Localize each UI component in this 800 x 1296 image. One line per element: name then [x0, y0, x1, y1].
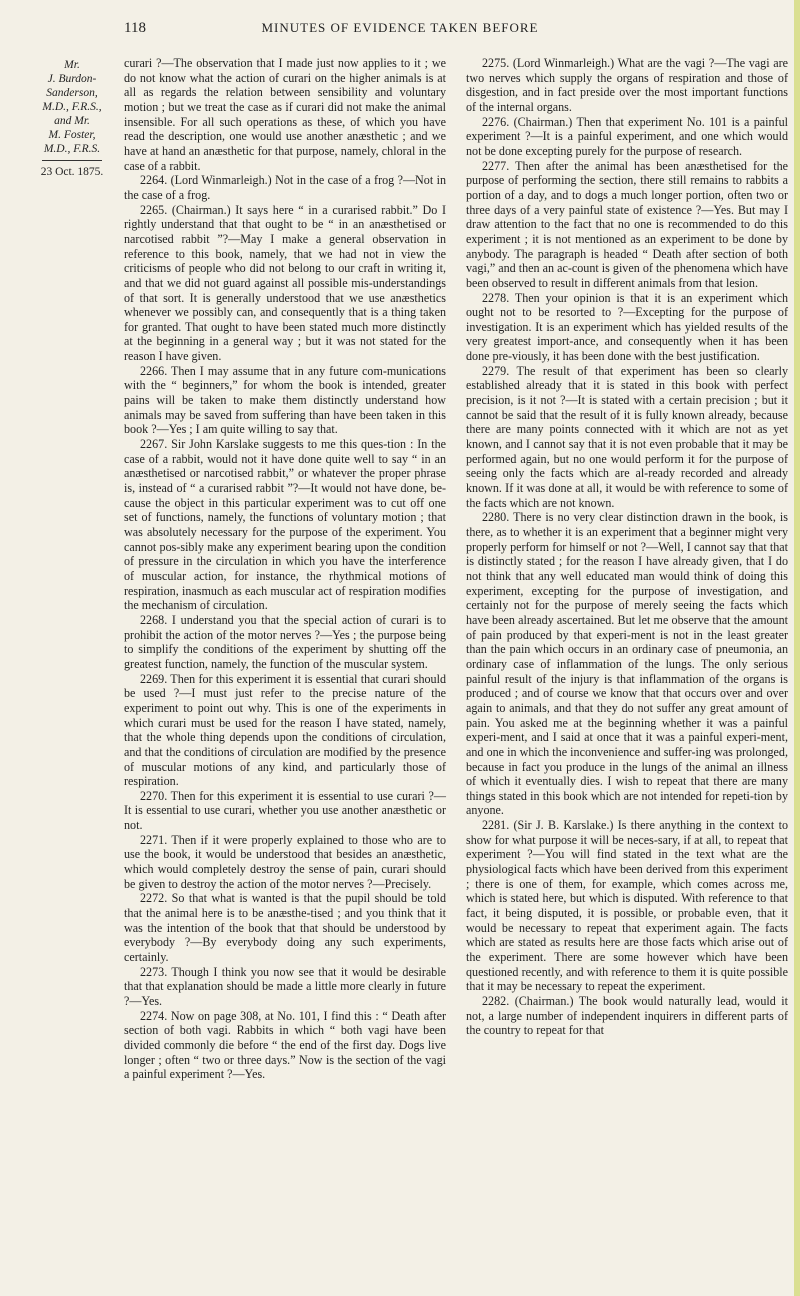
paragraph: 2272. So that what is wanted is that the pupil should be told that the animal here is to be anæsthe-tised ; and you think that it was the intention of the book that that should be understood by everybody ?—By everybody doing any such experiments, certainly. [124, 891, 446, 965]
sidenote-rule [42, 160, 102, 161]
paragraph: 2273. Though I think you now see that it would be desirable that that explanation should be made a little more clearly in future ?—Yes. [124, 964, 446, 1008]
sidenote-line: Mr. [64, 59, 80, 71]
paragraph: 2268. I understand you that the special action of curari is to prohibit the action of the motor nerves ?—Yes ; the purpose being to simplify the conditions of the experiment by shutting off the greatest function, namely, the function of the muscular system. [124, 612, 446, 671]
paragraph: 2270. Then for this experiment it is essential to use curari ?—It is essential to use curari, whether you use another anæsthetic or not. [124, 788, 446, 833]
page-edge-tint [794, 0, 800, 1296]
right-column [466, 56, 788, 1038]
paragraph: 2264. (Lord Winmarleigh.) Not in the case of a frog ?—Not in the case of a frog. [124, 173, 446, 202]
sidenote-date: 23 Oct. 1875. [40, 166, 104, 178]
paragraph: 2269. Then for this experiment it is essential that curari should be used ?—I must just refer to the precise nature of the experiment to point out why. This is one of the experiments in which curari must be used for the reason I have stated, namely, that the whole thing depends upon the conditions of circulation, and that the conditions of circulation are modified by the presence of muscular motions of any kind, and particularly those of respiration. [124, 671, 446, 789]
margin-sidenote [26, 58, 118, 179]
paragraph: 2282. (Chairman.) The book would naturally lead, would it not, a large number of independent inquirers in different parts of the country to repeat for that [466, 994, 788, 1038]
sidenote-line: J. Burdon- [47, 73, 97, 85]
sidenote-line: Sanderson, [46, 87, 98, 99]
page-number: 118 [124, 20, 146, 36]
paragraph: 2277. Then after the animal has been anæsthetised for the purpose of performing the section, there still remains to rabbits a portion of a day, and to dogs a much longer portion, often two or three days of a very painful state of existence ?—Yes. But may I draw attention to the fact that no one is recommended to do this experiment ; it is not mentioned as an experiment to be done by anybody. The paragraph is headed “ Death after section of both vagi,” and then an ac-count is given of the phenomena which have been observed to result in different animals from that lesion. [466, 158, 788, 290]
sidenote-line: M. Foster, [48, 129, 96, 141]
left-column [124, 56, 446, 1082]
paragraph: 2271. Then if it were properly explained to those who are to use the book, it would be understood that besides an anæsthetic, which would completely destroy the sense of pain, curari should be given to destroy the action of the motor nerves ?—Precisely. [124, 832, 446, 891]
paragraph: 2278. Then your opinion is that it is an experiment which ought not to be resorted to ?—Excepting for the purpose of investigation. It is an experiment which has yielded results of the very greatest import-ance, and consequently when it has been done pre-viously, it has been done with the best justification. [466, 290, 788, 364]
paragraph: 2275. (Lord Winmarleigh.) What are the vagi ?—The vagi are two nerves which supply the organs of respiration and those of disgestion, and in fact preside over the most important functions of the internal organs. [466, 56, 788, 114]
paragraph: 2265. (Chairman.) It says here “ in a curarised rabbit.” Do I rightly understand that that ought to be “ in an anæsthetised or narcotised rabbit ”?—May I make a general observation in reference to this book, namely, that we had not in view the criticisms of people who did not belong to our craft in writing it, and that we did not guard against all possible mis-understandings of that sort. It is generally understood that we use anæsthetics whenever we possibly can, and consequently that is a thing taken for granted. That ought to have been stated much more distinctly at the beginning in a general way ; but it was not stated for the reason I have given. [124, 202, 446, 364]
paragraph: 2276. (Chairman.) Then that experiment No. 101 is a painful experiment ?—It is a painful experiment, and one which would not be done excepting purely for the purpose of research. [466, 114, 788, 158]
sidenote-line: M.D., F.R.S., [42, 101, 102, 113]
paragraph: curari ?—The observation that I made just now applies to it ; we do not know what the action of curari on the higher animals is at all as regards the relation between sensibility and voluntary motion ; but we treat the case as if curari did not make the animal insensible. For all such operations as these, of which you have read the description, one would use another anæsthetic ; and we have at hand an anæsthetic for that purpose, namely, chloral in the case of a rabbit. [124, 56, 446, 173]
sidenote-line: M.D., F.R.S. [43, 143, 101, 155]
paragraph: 2281. (Sir J. B. Karslake.) Is there anything in the context to show for what purpose it will be neces-sary, if at all, to repeat that experiment ?—You will find stated in the text what are the physiological facts which have been derived from this experiment ; there is one of them, for example, which comes across me, which is stated here, but which is disputed. With reference to that fact, it being disputed, it is possible, or probable even, that it would be necessary to repeat that experiment again. The facts which are stated as results here are those facts which arise out of the experiment. There are some however which have been questioned recently, and with reference to them it is quite possible that it may be necessary to repeat the experiment. [466, 818, 788, 994]
paragraph: 2267. Sir John Karslake suggests to me this ques-tion : In the case of a rabbit, would not it have done quite well to say “ in an anæsthetised or narcotised rabbit,” or whatever the proper phrase is, instead of “ a curarised rabbit ”?—It would not have done, be-cause the object in this particular experiment was to cut off one set of functions, namely, the functions of voluntary motion ; that was absolutely necessary for the purpose of the experiment. You cannot pos-sibly make any experiment bearing upon the condition of pressure in the circulation in which you have the interference of muscular action, for instance, the rhythmical motions of respiration, inasmuch as each muscular act of respiration modifies the mechanism of circulation. [124, 437, 446, 613]
paragraph: 2280. There is no very clear distinction drawn in the book, is there, as to whether it is an experiment that a beginner might very properly perform for himself or not ?—Well, I cannot say that that is distinctly stated ; for the reason I have already given, that I do not think that any well educated man would think of doing this experiment, excepting for the purpose of investigation, and certainly not for the purpose of merely seeing the facts which have been already ascertained. But let me observe that the amount of pain produced by that experi-ment is not in the least greater than the pain which occurs in an ordinary case of pneumonia, an ordinary case of inflammation of the lungs. The only serious painful result of the injury is that inflammation of the organs is produced ; and of course we know that that occurs over and over again to animals, and that they do not suffer any great amount of pain. You asked me at the beginning whether it was a painful experi-ment, and I said at once that it was a painful experi-ment, and one in which the inconvenience and suffer-ing was prolonged, because in fact you produce in the lungs of the animal an illness of which it eventually dies. I wish to repeat that there are many things stated in this book which are not intended for repeti-tion by anyone. [466, 510, 788, 818]
sidenote-line: and Mr. [54, 115, 90, 127]
running-head: MINUTES OF EVIDENCE TAKEN BEFORE [261, 20, 539, 35]
paragraph: 2266. Then I may assume that in any future com-munications with the “ beginners,” for whom the book is intended, greater pains will be taken to make them distinctly understand how animals may be saved from suffering than have been taken in this book ?—Yes ; I am quite willing to say that. [124, 363, 446, 437]
paragraph: 2274. Now on page 308, at No. 101, I find this : “ Death after section of both vagi. Rabbits in which “ both vagi have been divided commonly die before “ the end of the first day. Dogs live longer ; often “ two or three days.” Now is the section of the vagi a painful experiment ?—Yes. [124, 1008, 446, 1082]
paragraph: 2279. The result of that experiment has been so clearly established already that it is stated in this book with perfect precision, is it not ?—It is stated with a certain precision ; but it cannot be said that the result of it is fully known already, because there are many points connected with it which are not as yet known, and I cannot say that it is not even probable that it may be performed again, but no one would perform it for the purpose of seeing only the facts which are al-ready recorded and already known. If it was done at all, it would be with reference to some of the facts which are not known. [466, 363, 788, 510]
